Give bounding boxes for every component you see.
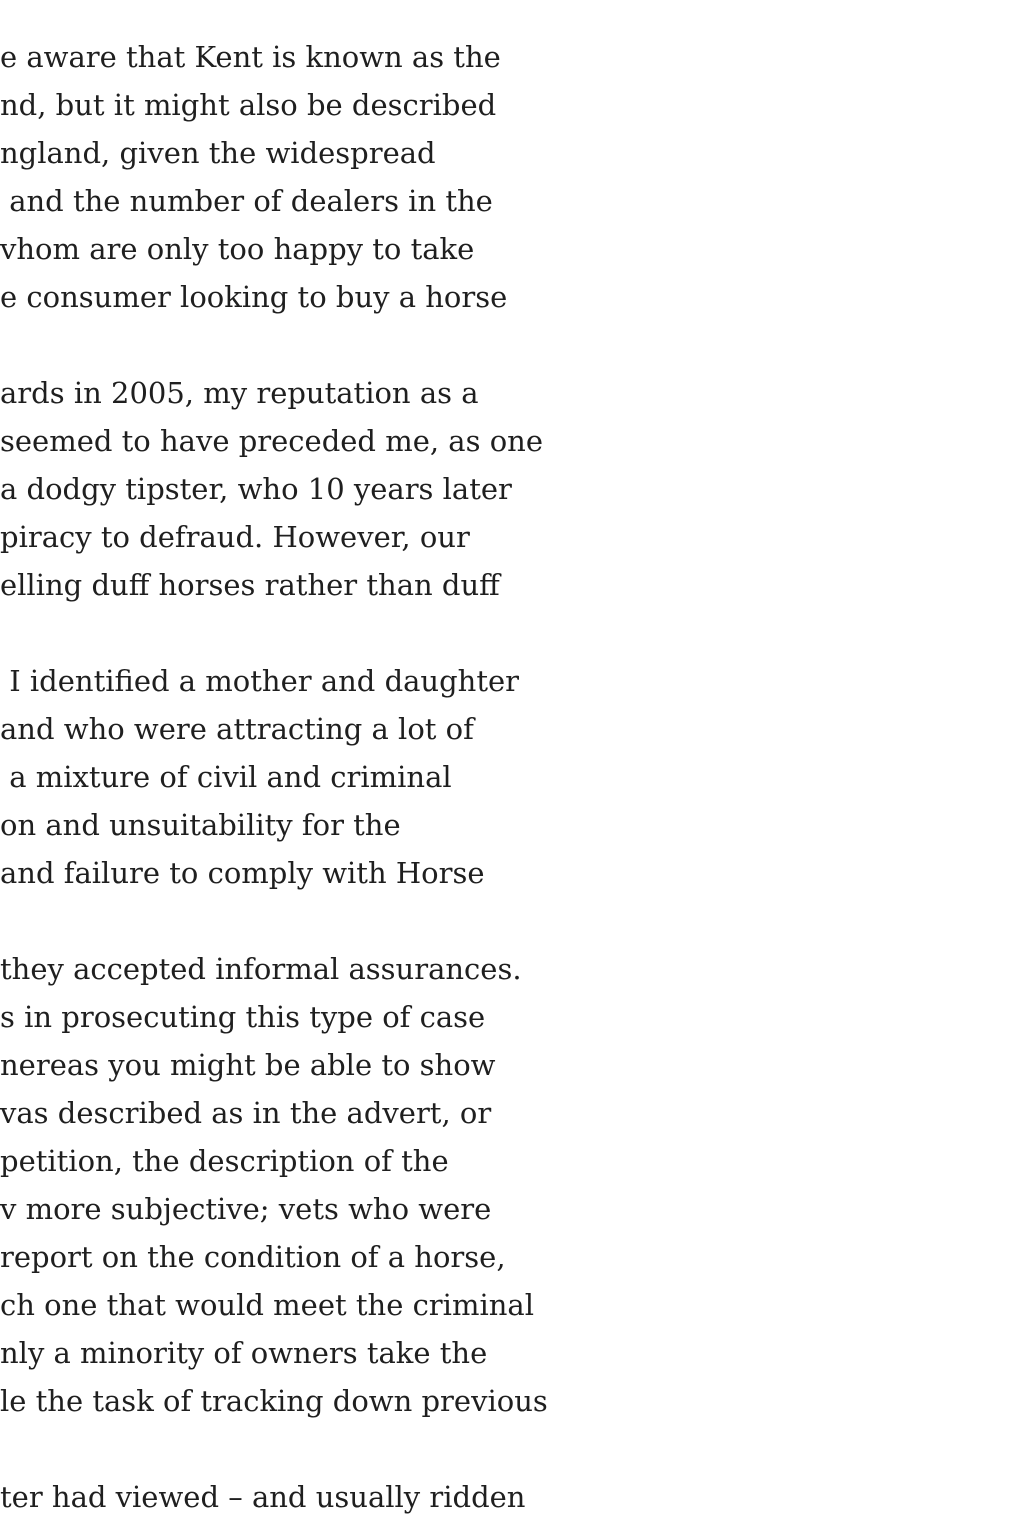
paragraph-3 bbox=[0, 657, 519, 897]
text-line: vas described as in the advert, or bbox=[0, 1096, 492, 1130]
text-line: s in prosecuting this type of case bbox=[0, 1000, 486, 1034]
text-line: they accepted informal assurances. bbox=[0, 952, 522, 986]
text-line: v more subjective; vets who were bbox=[0, 1192, 492, 1226]
text-line: nly a minority of owners take the bbox=[0, 1336, 488, 1370]
text-line: ards in 2005, my reputation as a bbox=[0, 376, 479, 410]
text-line: e consumer looking to buy a horse bbox=[0, 280, 508, 314]
text-line: le the task of tracking down previous bbox=[0, 1384, 548, 1418]
text-line: a mixture of civil and criminal bbox=[0, 760, 452, 794]
paragraph-2 bbox=[0, 369, 543, 609]
text-line: vhom are only too happy to take bbox=[0, 232, 475, 266]
text-line: nd, but it might also be described bbox=[0, 88, 497, 122]
text-line: and who were attracting a lot of bbox=[0, 712, 474, 746]
text-line: and the number of dealers in the bbox=[0, 184, 493, 218]
text-line: a dodgy tipster, who 10 years later bbox=[0, 472, 512, 506]
text-line: ch one that would meet the criminal bbox=[0, 1288, 534, 1322]
text-line: ngland, given the widespread bbox=[0, 136, 436, 170]
text-line: report on the condition of a horse, bbox=[0, 1240, 506, 1274]
text-line: on and unsuitability for the bbox=[0, 808, 401, 842]
text-line: piracy to defraud. However, our bbox=[0, 520, 470, 554]
text-line: I identified a mother and daughter bbox=[0, 664, 520, 698]
text-line: seemed to have preceded me, as one bbox=[0, 424, 543, 458]
text-line: ter had viewed – and usually ridden bbox=[0, 1480, 526, 1514]
text-line: and failure to comply with Horse bbox=[0, 856, 485, 890]
text-line: nereas you might be able to show bbox=[0, 1048, 496, 1082]
paragraph-4 bbox=[0, 945, 548, 1425]
text-line: petition, the description of the bbox=[0, 1144, 449, 1178]
paragraph-5 bbox=[0, 1473, 525, 1521]
text-line: elling duff horses rather than duff bbox=[0, 568, 500, 602]
text-line: e aware that Kent is known as the bbox=[0, 40, 501, 74]
paragraph-1 bbox=[0, 33, 507, 321]
